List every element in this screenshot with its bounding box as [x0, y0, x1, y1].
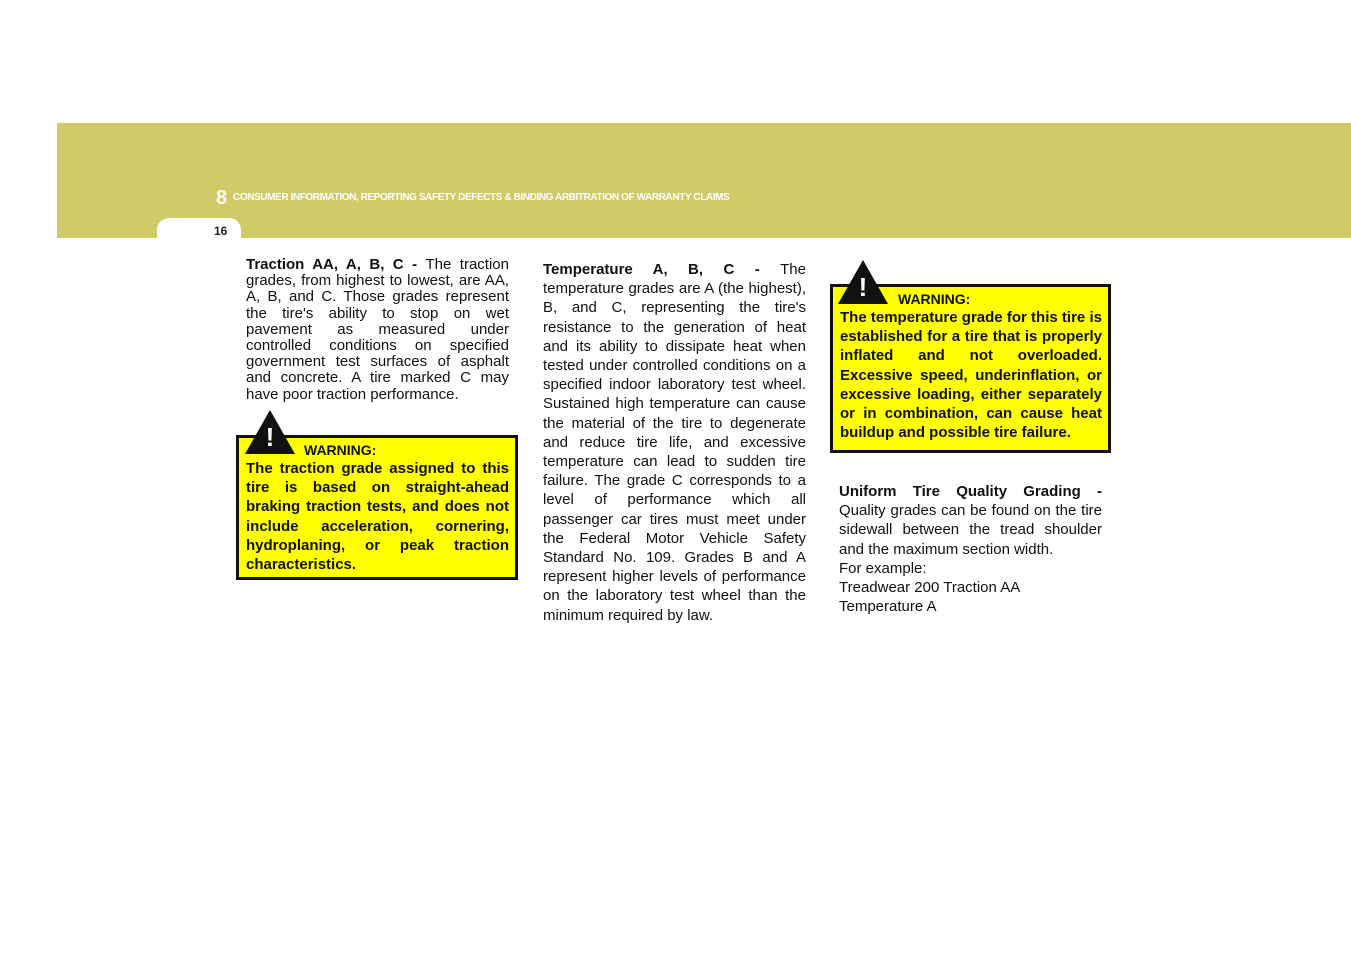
uniform-example-line1: Treadwear 200 Traction AA [839, 579, 1021, 597]
uniform-heading: Uniform Tire Quality Grading - [839, 483, 1102, 500]
warning-exclamation-icon: ! [858, 272, 868, 302]
temperature-body: The temperature grades are A (the highest), B, and C, representing the tire's resistance to the generation of heat and its ability to dissipate heat when tested under controlled conditions on a specified indoor laboratory test wheel. Sustained high temperature can cause the material of the tire to degenerate and reduce tire life, and excessive temperature can lead to sudden tire failure. The grade C corresponds to a level of performance which all passenger car tires must meet under the Federal Motor Vehicle Safety Standard No. 109. Grades B and A represent higher levels of performance on the laboratory test wheel than the minimum required by law. [543, 261, 806, 624]
uniform-example-line2: Temperature A [839, 598, 937, 616]
traction-body: The traction grades, from highest to lowest, are AA, A, B, and C. Those grades represent the tire's ability to stop on wet pavement as measured under controlled conditions on specified government test surfaces of asphalt and concrete. A tire marked C may have poor traction performance. [246, 256, 509, 403]
uniform-body: Quality grades can be found on the tire sidewall between the tread shoulder and the maximum section width. [839, 502, 1102, 558]
traction-paragraph [246, 257, 509, 403]
temperature-warning-text: The temperature grade for this tire is established for a tire that is properly inflated and not overloaded. Excessive speed, underinflation, or excessive loading, either separately or in combination, can cause heat buildup and possible tire failure. [840, 309, 1102, 442]
warning-exclamation-icon: ! [265, 422, 275, 452]
temperature-warning-label: WARNING: [898, 291, 971, 307]
traction-warning-label: WARNING: [304, 442, 377, 458]
uniform-grading-paragraph [839, 482, 1102, 616]
page-tab [157, 218, 241, 240]
temperature-paragraph [543, 260, 806, 625]
temperature-heading: Temperature A, B, C - [543, 261, 781, 278]
traction-warning-text: The traction grade assigned to this tire is based on straight-ahead braking traction tests, and does not include acceleration, cornering, hydroplaning, or peak traction characteristics. [246, 460, 509, 574]
header-band [57, 123, 1351, 238]
traction-heading: Traction AA, A, B, C - [246, 256, 426, 273]
temperature-warning-box [830, 284, 1111, 453]
chapter-number: 8 [216, 187, 228, 209]
traction-warning-box [236, 435, 518, 580]
page-number: 16 [214, 224, 228, 238]
uniform-example-intro: For example: [839, 559, 927, 577]
chapter-title: CONSUMER INFORMATION, REPORTING SAFETY DEFECTS & BINDING ARBITRATION OF WARRANTY CLAIMS [233, 192, 730, 203]
